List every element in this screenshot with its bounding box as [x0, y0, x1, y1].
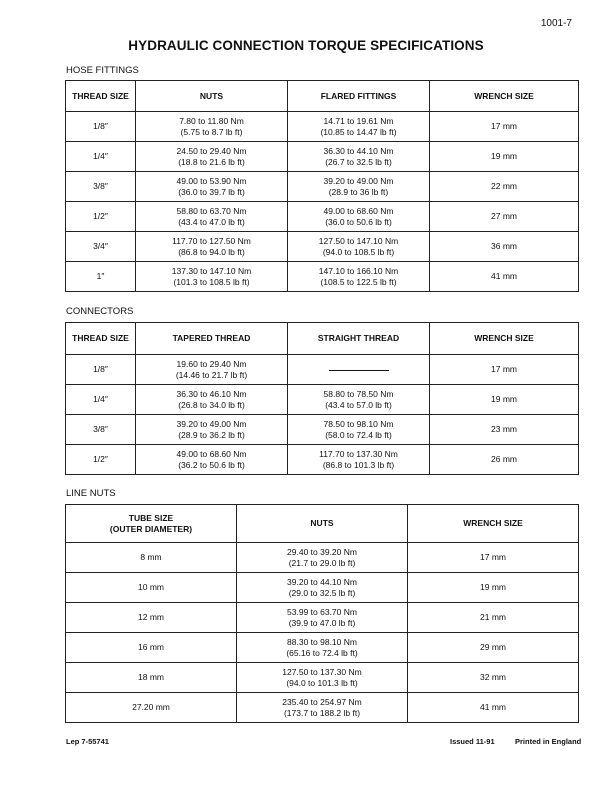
table-row — [66, 385, 579, 415]
table-row — [66, 232, 579, 262]
torque-cell-line2: (29.0 to 32.5 lb ft) — [288, 587, 356, 598]
header-wrench-size: WRENCH SIZE — [408, 505, 579, 543]
table-row — [66, 663, 579, 693]
torque-cell — [136, 112, 288, 142]
torque-cell-2-line2: (58.0 to 72.4 lb ft) — [325, 429, 392, 440]
torque-cell-line1: 29.40 to 39.20 Nm — [287, 547, 357, 557]
table-row — [66, 633, 579, 663]
torque-cell-line2: (39.9 to 47.0 lb ft) — [288, 617, 356, 628]
torque-cell-line1: 53.99 to 63.70 Nm — [287, 607, 357, 617]
torque-cell — [136, 232, 288, 262]
size-cell: 16 mm — [66, 633, 237, 663]
torque-cell-line1: 49.00 to 53.90 Nm — [176, 176, 247, 186]
table-row — [66, 543, 579, 573]
torque-cell-line2: (21.7 to 29.0 lb ft) — [288, 557, 356, 568]
torque-cell-2 — [288, 232, 430, 262]
torque-cell — [136, 415, 288, 445]
torque-cell-line1: 88.30 to 98.10 Nm — [287, 637, 357, 647]
torque-cell-line2: (86.8 to 94.0 lb ft) — [178, 246, 245, 257]
connectors-label: CONNECTORS — [66, 306, 134, 317]
torque-cell-2-line1: 127.50 to 147.10 Nm — [318, 236, 399, 246]
header-nuts: NUTS — [136, 81, 288, 112]
table-header-row — [66, 505, 579, 543]
torque-cell-2-line1: 49.00 to 68.60 Nm — [323, 206, 394, 216]
torque-cell-2-line2: (26.7 to 32.5 lb ft) — [325, 156, 392, 167]
torque-cell-line1: 39.20 to 49.00 Nm — [176, 419, 247, 429]
table-row — [66, 202, 579, 232]
wrench-size-cell: 22 mm — [430, 172, 579, 202]
wrench-size-cell: 17 mm — [430, 355, 579, 385]
table-header-row — [66, 323, 579, 355]
torque-cell-line2: (43.4 to 47.0 lb ft) — [178, 216, 245, 227]
page-title: HYDRAULIC CONNECTION TORQUE SPECIFICATIONS — [128, 38, 484, 53]
torque-cell-2-line1: 14.71 to 19.61 Nm — [323, 116, 394, 126]
torque-cell-line2: (5.75 to 8.7 lb ft) — [180, 126, 243, 137]
torque-cell-2 — [288, 355, 430, 385]
size-cell: 1/2″ — [66, 202, 136, 232]
table-row — [66, 262, 579, 292]
torque-cell-line1: 39.20 to 44.10 Nm — [287, 577, 357, 587]
torque-cell-line2: (14.46 to 21.7 lb ft) — [175, 369, 248, 380]
header-thread-size: THREAD SIZE — [66, 81, 136, 112]
size-cell: 1/8″ — [66, 355, 136, 385]
torque-cell-2 — [288, 112, 430, 142]
torque-cell — [237, 633, 408, 663]
table-row — [66, 445, 579, 475]
torque-cell — [237, 693, 408, 723]
torque-cell-2-line2: (108.5 to 122.5 lb ft) — [320, 276, 397, 287]
header-tube-size — [66, 505, 237, 543]
table-row — [66, 112, 579, 142]
header-wrench-size: WRENCH SIZE — [430, 323, 579, 355]
size-cell: 8 mm — [66, 543, 237, 573]
header-nuts: NUTS — [237, 505, 408, 543]
torque-cell — [136, 202, 288, 232]
torque-cell-line1: 24.50 to 29.40 Nm — [176, 146, 247, 156]
size-cell: 1/4″ — [66, 142, 136, 172]
torque-cell-2 — [288, 445, 430, 475]
size-cell: 1/8″ — [66, 112, 136, 142]
table-row — [66, 573, 579, 603]
torque-cell — [237, 573, 408, 603]
hose-fittings-table — [65, 80, 579, 292]
torque-cell-2 — [288, 385, 430, 415]
torque-cell — [136, 445, 288, 475]
torque-cell — [237, 543, 408, 573]
connectors-table — [65, 322, 579, 475]
table-row — [66, 355, 579, 385]
table-row — [66, 142, 579, 172]
size-cell: 1″ — [66, 262, 136, 292]
footer-part-number: Lep 7-55741 — [66, 737, 109, 746]
page-number: 1001-7 — [540, 18, 572, 29]
header-straight-thread: STRAIGHT THREAD — [288, 323, 430, 355]
wrench-size-cell: 41 mm — [430, 262, 579, 292]
torque-cell-2-line1: 39.20 to 49.00 Nm — [323, 176, 394, 186]
torque-cell-2 — [288, 415, 430, 445]
wrench-size-cell: 19 mm — [430, 385, 579, 415]
torque-cell — [136, 385, 288, 415]
footer-issued: Issued 11-91 — [450, 737, 495, 746]
table-row — [66, 172, 579, 202]
wrench-size-cell: 29 mm — [408, 633, 579, 663]
size-cell: 3/8″ — [66, 172, 136, 202]
torque-cell-2-line2: (86.8 to 101.3 lb ft) — [322, 459, 395, 470]
torque-cell-line1: 127.50 to 137.30 Nm — [282, 667, 362, 677]
torque-cell — [136, 142, 288, 172]
torque-cell-2-line1: 147.10 to 166.10 Nm — [318, 266, 399, 276]
line-nuts-table — [65, 504, 579, 723]
header-thread-size: THREAD SIZE — [66, 323, 136, 355]
wrench-size-cell: 17 mm — [430, 112, 579, 142]
wrench-size-cell: 19 mm — [408, 573, 579, 603]
torque-cell-line1: 7.80 to 11.80 Nm — [179, 116, 244, 126]
wrench-size-cell: 27 mm — [430, 202, 579, 232]
torque-cell-2 — [288, 142, 430, 172]
torque-cell-2 — [288, 262, 430, 292]
torque-cell-line2: (101.3 to 108.5 lb ft) — [173, 276, 250, 287]
size-cell: 12 mm — [66, 603, 237, 633]
torque-cell — [136, 172, 288, 202]
wrench-size-cell: 23 mm — [430, 415, 579, 445]
wrench-size-cell: 41 mm — [408, 693, 579, 723]
torque-cell-2-line2: (10.85 to 14.47 lb ft) — [320, 126, 397, 137]
header-wrench-size: WRENCH SIZE — [430, 81, 579, 112]
size-cell: 1/4″ — [66, 385, 136, 415]
torque-cell-2-line2: (94.0 to 108.5 lb ft) — [322, 246, 395, 257]
header-tube-size-line1: TUBE SIZE — [128, 513, 174, 523]
size-cell: 3/8″ — [66, 415, 136, 445]
torque-cell-line2: (173.7 to 188.2 lb ft) — [283, 707, 361, 718]
size-cell: 10 mm — [66, 573, 237, 603]
torque-cell-line2: (65.16 to 72.4 lb ft) — [286, 647, 358, 658]
not-applicable-dash — [329, 370, 389, 371]
header-tapered-thread: TAPERED THREAD — [136, 323, 288, 355]
torque-cell-2-line1: 117.70 to 137.30 Nm — [319, 449, 398, 459]
torque-cell-line2: (94.0 to 101.3 lb ft) — [286, 677, 358, 688]
torque-cell-line1: 36.30 to 46.10 Nm — [176, 389, 247, 399]
torque-cell-line2: (36.0 to 39.7 lb ft) — [178, 186, 245, 197]
torque-cell-line1: 58.80 to 63.70 Nm — [176, 206, 247, 216]
line-nuts-label: LINE NUTS — [66, 488, 116, 499]
torque-cell-line1: 137.30 to 147.10 Nm — [171, 266, 252, 276]
torque-cell — [136, 355, 288, 385]
table-header-row — [66, 81, 579, 112]
torque-cell-2-line1: 78.50 to 98.10 Nm — [323, 419, 394, 429]
size-cell: 1/2″ — [66, 445, 136, 475]
torque-cell-line2: (36.2 to 50.6 lb ft) — [178, 459, 245, 470]
wrench-size-cell: 32 mm — [408, 663, 579, 693]
torque-cell-line1: 19.60 to 29.40 Nm — [176, 359, 247, 369]
header-flared-fittings: FLARED FITTINGS — [288, 81, 430, 112]
torque-cell-line2: (18.8 to 21.6 lb ft) — [178, 156, 245, 167]
torque-cell-line1: 117.70 to 127.50 Nm — [172, 236, 251, 246]
torque-cell-2-line2: (28.9 to 36 lb ft) — [328, 186, 389, 197]
wrench-size-cell: 17 mm — [408, 543, 579, 573]
torque-cell-2 — [288, 172, 430, 202]
torque-cell-2-line2: (36.0 to 50.6 lb ft) — [325, 216, 392, 227]
wrench-size-cell: 21 mm — [408, 603, 579, 633]
torque-cell — [136, 262, 288, 292]
hose-fittings-label: HOSE FITTINGS — [66, 65, 139, 76]
torque-cell-2-line2: (43.4 to 57.0 lb ft) — [325, 399, 392, 410]
size-cell: 3/4″ — [66, 232, 136, 262]
torque-cell-line2: (28.9 to 36.2 lb ft) — [178, 429, 245, 440]
size-cell: 18 mm — [66, 663, 237, 693]
wrench-size-cell: 19 mm — [430, 142, 579, 172]
torque-cell-line1: 235.40 to 254.97 Nm — [282, 697, 362, 707]
wrench-size-cell: 36 mm — [430, 232, 579, 262]
torque-cell-2-line1: 58.80 to 78.50 Nm — [323, 389, 394, 399]
torque-cell-2 — [288, 202, 430, 232]
table-row — [66, 415, 579, 445]
torque-cell-line2: (26.8 to 34.0 lb ft) — [178, 399, 245, 410]
torque-cell-line1: 49.00 to 68.60 Nm — [176, 449, 247, 459]
torque-cell — [237, 663, 408, 693]
table-row — [66, 603, 579, 633]
footer-printed: Printed in England — [515, 737, 582, 746]
torque-cell — [237, 603, 408, 633]
torque-cell-2-line1: 36.30 to 44.10 Nm — [323, 146, 394, 156]
header-tube-size-line2: (OUTER DIAMETER) — [109, 523, 193, 534]
table-row — [66, 693, 579, 723]
size-cell: 27.20 mm — [66, 693, 237, 723]
wrench-size-cell: 26 mm — [430, 445, 579, 475]
